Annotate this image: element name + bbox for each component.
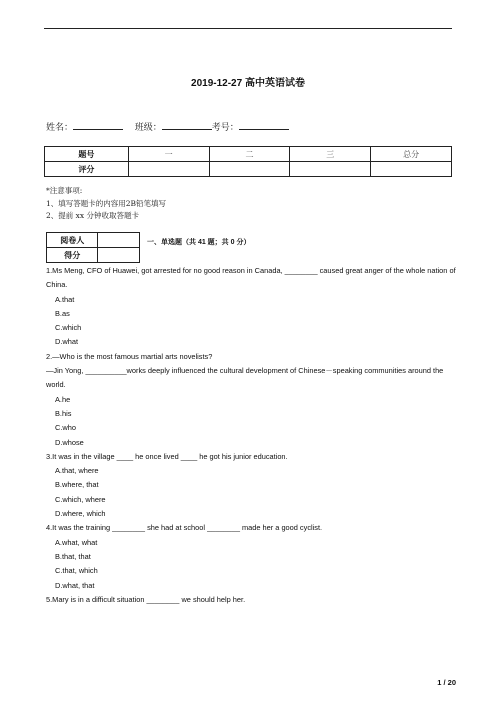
answer-option: D.what [55,337,79,347]
class-label: 班级： [134,123,162,133]
score-table-cell: 二 [209,147,290,162]
note-line: *注意事项: [46,186,83,195]
class-blank[interactable] [162,120,212,130]
score-entry-cell[interactable] [371,162,452,177]
score-table-score-row [45,162,452,177]
score-entry-cell[interactable] [209,162,290,177]
score-table-header-row [45,147,452,162]
score-entry-cell[interactable] [98,248,140,263]
score-table-cell: 三 [290,147,371,162]
note-line: 2、提前 xx 分钟收取答题卡 [46,211,139,220]
score-table-cell: 一 [128,147,209,162]
question-stem: 1.Ms Meng, CFO of Huawei, got arrested for no good reason in Canada, ________ caused great anger of the whole nation of China. [46,266,456,290]
score-entry-cell[interactable] [290,162,371,177]
answer-option: B.that, that [55,551,91,561]
page-number: 1 / 20 [437,678,456,687]
answer-option: C.which, where [55,494,106,504]
score-table [44,146,452,177]
answer-option: A.that [55,294,75,304]
answer-option: D.whose [55,437,84,447]
question-list [46,264,456,607]
answer-option: C.who [55,423,76,433]
name-blank[interactable] [73,120,123,130]
question-stem-continued: —Jin Yong, __________works deeply influenced the cultural development of Chinese－speaking communities around the world. [46,366,444,390]
answer-option: A.he [55,394,71,404]
note-line: 1、填写答题卡的内容用2B铅笔填写 [46,198,167,208]
score-entry-cell[interactable] [128,162,209,177]
reviewer-table [46,232,140,263]
score-table-cell: 总分 [371,147,452,162]
answer-option: B.as [55,308,70,318]
answer-option: A.what, what [55,537,98,547]
reviewer-label: 阅卷人 [47,233,98,248]
student-info-line [46,120,289,133]
question-stem: 5.Mary is in a difficult situation ________ we should help her. [46,594,246,604]
id-blank[interactable] [239,120,289,130]
score-table-cell: 评分 [45,162,129,177]
header-rule [44,28,452,29]
name-label: 姓名： [46,123,74,133]
question-stem: 3.It was in the village ____ he once lived ____ he got his junior education. [46,451,288,461]
exam-notes [46,185,166,223]
answer-option: D.where, which [55,509,106,519]
answer-option: B.his [55,408,72,418]
reviewer-entry-cell[interactable] [98,233,140,248]
score-table-cell: 题号 [45,147,129,162]
answer-option: B.where, that [55,480,99,490]
answer-option: C.that, which [55,566,98,576]
section-heading: 一、单选题（共 41 题；共 0 分） [147,239,251,246]
answer-option: D.what, that [55,580,95,590]
page-title: 2019-12-27 高中英语试卷 [191,78,305,89]
answer-option: A.that, where [55,466,99,476]
answer-option: C.which [55,323,82,333]
question-stem: 2.—Who is the most famous martial arts novelists? [46,351,213,361]
id-label: 考号： [211,123,239,133]
question-stem: 4.It was the training ________ she had at school ________ made her a good cyclist. [46,523,323,533]
score-label: 得分 [47,248,98,263]
